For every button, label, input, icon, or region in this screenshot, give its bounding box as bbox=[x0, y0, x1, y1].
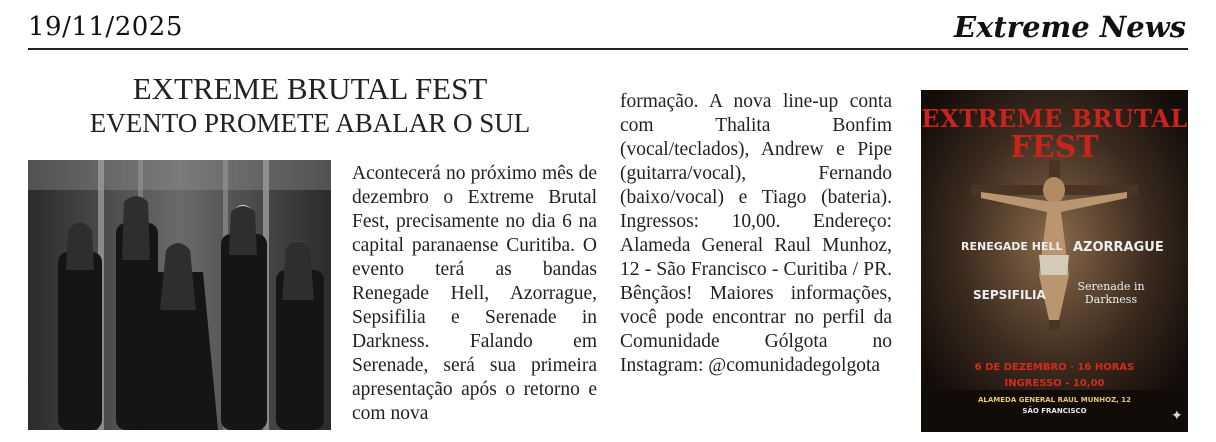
poster-band-azorrague: AZORRAGUE bbox=[1073, 240, 1164, 255]
article-subhead: EVENTO PROMETE ABALAR O SUL bbox=[89, 108, 531, 138]
poster-title-line-2: FEST bbox=[1010, 130, 1099, 165]
header-rule bbox=[28, 48, 1188, 50]
svg-text:✦: ✦ bbox=[1171, 408, 1183, 424]
poster-date-time: 6 DE DEZEMBRO · 16 HORAS bbox=[974, 362, 1135, 373]
article-column-1: Acontecerá no próximo mês de dezembro o Extreme Brutal Fest, precisamente no dia 6 na capital paranaense Curitiba. O evento terá as bandas Renegade Hell, Azorrague, Sepsifilia e Serenade in Darkness. Falando em Serenade, será sua primeira apresentação após o retorno e com nova bbox=[352, 163, 597, 424]
poster-band-renegade-hell: RENEGADE HELL bbox=[961, 240, 1063, 253]
poster-address: ALAMEDA GENERAL RAUL MUNHOZ, 12 bbox=[978, 396, 1131, 404]
header-brand: Extreme News bbox=[954, 10, 1186, 44]
article-column-2: formação. A nova line-up conta com Thalita Bonfim (vocal/teclados), Andrew e Pipe (guitarra/vocal), Fernando (baixo/vocal) e Tiago (bateria). Ingressos: 10,00. Endereço: Alameda General Raul Munhoz, 12 - São Francisco - Curitiba / PR. Bênçãos! Maiores informações, você pode encontrar no perfil da Comunidade Gólgota no Instagram: @comunidadegolgota bbox=[620, 91, 892, 376]
header-date: 19/11/2025 bbox=[28, 12, 183, 42]
event-poster bbox=[921, 90, 1188, 432]
poster-title-line-1: EXTREME BRUTAL bbox=[921, 104, 1188, 133]
poster-band-serenade: Serenade in Darkness bbox=[1077, 280, 1145, 306]
article-headline: EXTREME BRUTAL FEST bbox=[132, 71, 488, 106]
poster-band-sepsifilia: SEPSIFILIA bbox=[973, 288, 1046, 302]
poster-district: SÃO FRANCISCO bbox=[1022, 407, 1087, 415]
poster-ticket: INGRESSO - 10,00 bbox=[1004, 378, 1105, 389]
band-photo bbox=[28, 160, 331, 430]
